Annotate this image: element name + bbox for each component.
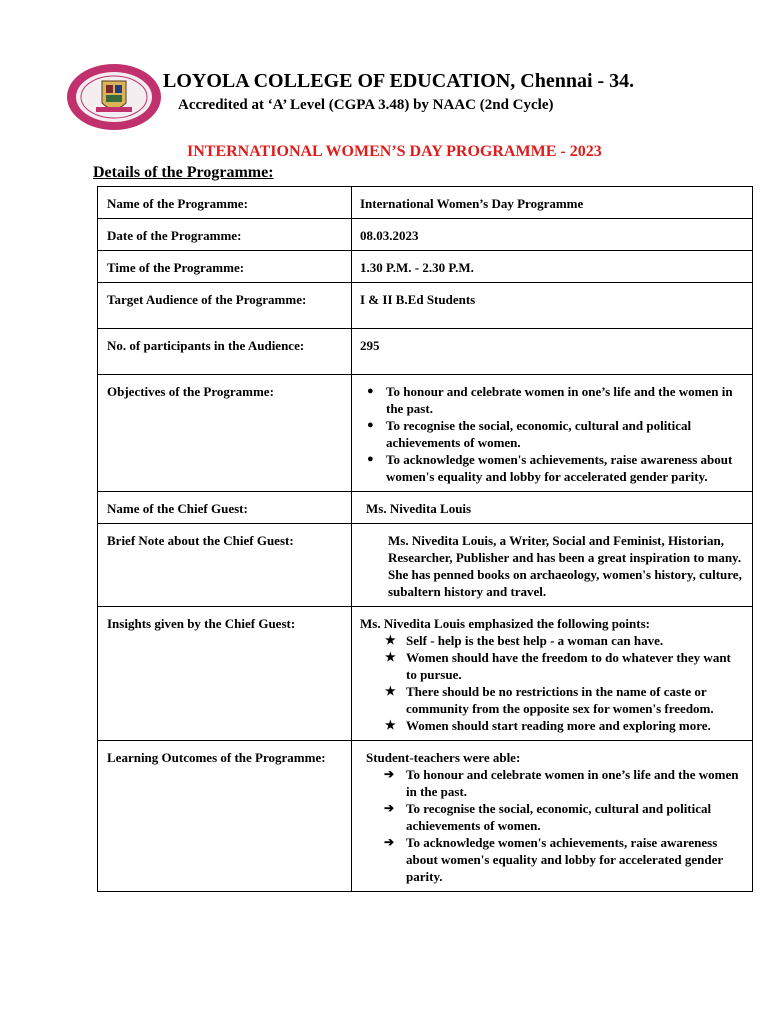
college-name: LOYOLA COLLEGE OF EDUCATION, Chennai - 34.	[163, 70, 635, 92]
insights-cell	[352, 607, 753, 741]
guest-note-text: Ms. Nivedita Louis, a Writer, Social and Feminist, Historian, Researcher, Publisher and has been a great inspiration to many. She has penned books on archaeology, women's history, culture, subaltern history and travel.	[388, 533, 742, 599]
objectives-list	[360, 383, 744, 485]
row-label: Insights given by the Chief Guest:	[98, 607, 352, 741]
list-item: ● To recognise the social, economic, cultural and political achievements of women.	[360, 417, 744, 451]
list-item: ● To acknowledge women's achievements, raise awareness about women's equality and lobby for accelerated gender parity.	[360, 451, 744, 485]
table-row	[98, 329, 753, 375]
row-label: Name of the Chief Guest:	[98, 492, 352, 524]
list-item: ➔ To honour and celebrate women in one’s life and the women in the past.	[360, 766, 744, 800]
list-item: ➔ To acknowledge women's achievements, raise awareness about women's equality and lobby for accelerated gender parity.	[360, 834, 744, 885]
outcomes-cell	[352, 741, 753, 892]
table-row	[98, 741, 753, 892]
insights-list	[360, 632, 744, 734]
list-item: ★ Women should have the freedom to do whatever they want to pursue.	[360, 649, 744, 683]
list-item: ★ Women should start reading more and exploring more.	[360, 717, 744, 734]
table-row	[98, 524, 753, 607]
table-row	[98, 219, 753, 251]
list-item: ● To honour and celebrate women in one’s life and the women in the past.	[360, 383, 744, 417]
row-label: Date of the Programme:	[98, 219, 352, 251]
row-label: Objectives of the Programme:	[98, 375, 352, 492]
table-row	[98, 375, 753, 492]
row-label: Learning Outcomes of the Programme:	[98, 741, 352, 892]
chief-guest-value: Ms. Nivedita Louis	[352, 492, 753, 524]
table-row	[98, 187, 753, 219]
objectives-cell	[352, 375, 753, 492]
college-logo	[66, 63, 162, 131]
row-label: Brief Note about the Chief Guest:	[98, 524, 352, 607]
target-audience-value: I & II B.Ed Students	[352, 283, 753, 329]
row-label: No. of participants in the Audience:	[98, 329, 352, 375]
programme-date-value: 08.03.2023	[352, 219, 753, 251]
row-label: Time of the Programme:	[98, 251, 352, 283]
row-label: Target Audience of the Programme:	[98, 283, 352, 329]
list-item: ★ Self - help is the best help - a woman can have.	[360, 632, 744, 649]
guest-note-cell	[352, 524, 753, 607]
programme-time-value: 1.30 P.M. - 2.30 P.M.	[352, 251, 753, 283]
insights-intro: Ms. Nivedita Louis emphasized the following points:	[360, 616, 650, 631]
outcomes-intro: Student-teachers were able:	[366, 750, 521, 765]
list-item: ★ There should be no restrictions in the name of caste or community from the opposite sex for women's freedom.	[360, 683, 744, 717]
table-row	[98, 492, 753, 524]
list-item: ➔ To recognise the social, economic, cultural and political achievements of women.	[360, 800, 744, 834]
outcomes-list	[360, 766, 744, 885]
programme-details-table	[97, 186, 753, 892]
table-row	[98, 251, 753, 283]
row-label: Name of the Programme:	[98, 187, 352, 219]
details-heading: Details of the Programme:	[93, 164, 274, 181]
participants-value: 295	[352, 329, 753, 375]
table-row	[98, 283, 753, 329]
table-row	[98, 607, 753, 741]
accreditation-line: Accredited at ‘A’ Level (CGPA 3.48) by NAAC (2nd Cycle)	[178, 97, 554, 113]
programme-heading: INTERNATIONAL WOMEN’S DAY PROGRAMME - 2023	[187, 143, 602, 160]
programme-name-value: International Women’s Day Programme	[352, 187, 753, 219]
